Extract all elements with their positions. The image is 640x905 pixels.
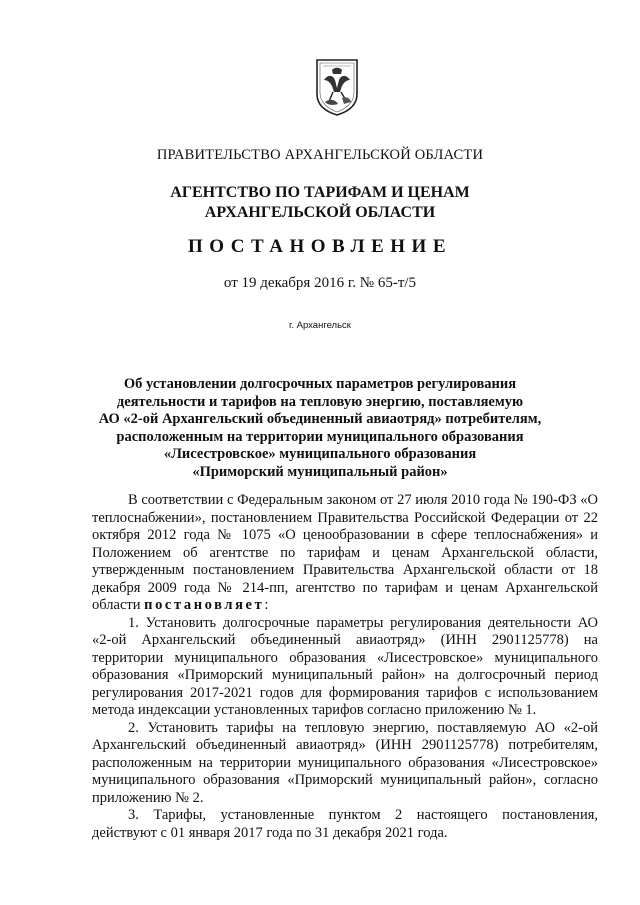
clause-3: 3. Тарифы, установленные пунктом 2 настоящего постановления, действуют с 01 января 2017 года по 31 декабря 2021 года. bbox=[92, 807, 598, 841]
document-body bbox=[92, 492, 598, 842]
preamble-paragraph bbox=[92, 492, 598, 615]
decrees-punct: : bbox=[264, 597, 269, 613]
date-and-number: от 19 декабря 2016 г. № 65-т/5 bbox=[223, 275, 417, 291]
document-type: ПОСТАНОВЛЕНИЕ bbox=[187, 236, 453, 257]
agency-name-line1: АГЕНТСТВО ПО ТАРИФАМ И ЦЕНАМ bbox=[170, 184, 470, 201]
subject-line: «Лисестровское» муниципального образования bbox=[163, 446, 477, 462]
agency-name bbox=[0, 183, 640, 223]
decrees-word: постановляет bbox=[144, 597, 265, 613]
clause-1: 1. Установить долгосрочные параметры регулирования деятельности АО «2-ой Архангельский объединенный авиаотряд» (ИНН 2901125778) на территории муниципального образования «Лисестровское» муниципального образования «Приморский муниципальный район» на долгосрочный период регулирования 2017-2021 годов для формирования тарифов с использованием метода индексации установленных тарифов согласно приложению № 1. bbox=[92, 614, 598, 718]
government-name: ПРАВИТЕЛЬСТВО АРХАНГЕЛЬСКОЙ ОБЛАСТИ bbox=[156, 147, 484, 163]
preamble-text: В соответствии с Федеральным законом от 27 июля 2010 года № 190-ФЗ «О теплоснабжении», постановлением Правительства Российской Федерации от 22 октября 2012 года № 1075 «О ценообразовании в сфере теплоснабжения» и Положением об агентстве по тарифам и ценам Архангельской области, утвержденным постановлением Правительства Архангельской области от 18 декабря 2009 года № 214-пп, агентство по тарифам и ценам Архангельской области bbox=[92, 492, 598, 613]
document-subject bbox=[0, 376, 640, 481]
coat-of-arms-icon bbox=[314, 58, 360, 116]
subject-line: АО «2-ой Архангельский объединенный авиаотряд» потребителям, bbox=[98, 411, 542, 427]
issue-city: г. Архангельск bbox=[289, 320, 351, 331]
clause-2: 2. Установить тарифы на тепловую энергию, поставляемую АО «2-ой Архангельский объединенный авиаотряд» (ИНН 2901125778) потребителям, расположенным на территории муниципального образования «Лисестровское» муниципального образования «Приморский муниципальный район», согласно приложению № 2. bbox=[92, 719, 598, 806]
subject-line: Об установлении долгосрочных параметров регулирования bbox=[123, 376, 517, 392]
subject-line: деятельности и тарифов на тепловую энергию, поставляемую bbox=[116, 393, 524, 410]
subject-line: «Приморский муниципальный район» bbox=[192, 463, 448, 480]
agency-name-line2: АРХАНГЕЛЬСКОЙ ОБЛАСТИ bbox=[204, 204, 436, 221]
subject-line: расположенным на территории муниципального образования bbox=[116, 428, 524, 445]
